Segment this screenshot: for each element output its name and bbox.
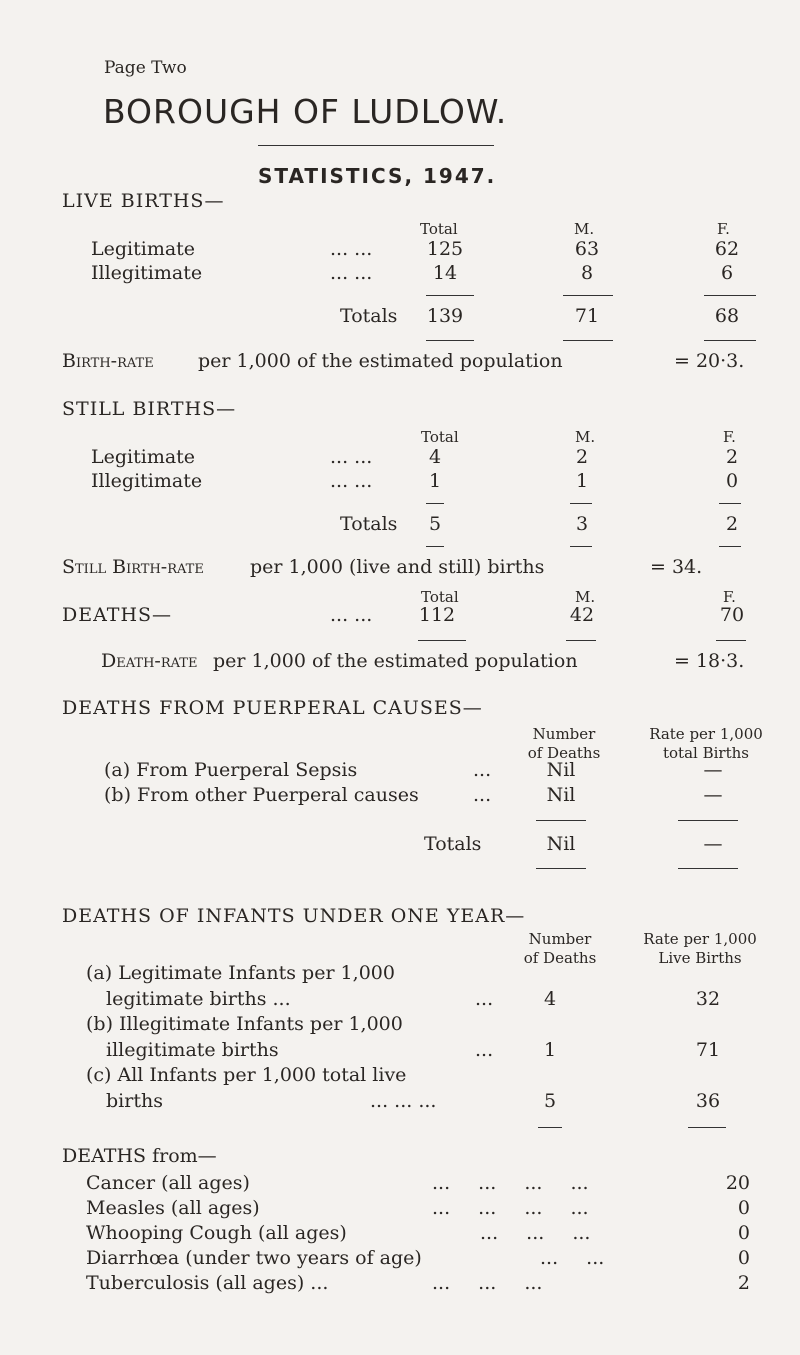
col-total: Total xyxy=(420,220,458,238)
leader-dots: ... ... ... ... xyxy=(432,1172,589,1194)
row-label-line2: legitimate births ... xyxy=(106,988,291,1010)
leader-dots: ... ... ... xyxy=(480,1222,591,1244)
cell-m: 3 xyxy=(575,513,589,535)
cause-value: 0 xyxy=(737,1247,750,1269)
still-birth-rate-text: per 1,000 (live and still) births xyxy=(250,556,545,578)
cell-f: 0 xyxy=(725,470,739,492)
birth-rate-label: Birth-rate xyxy=(62,350,154,372)
row-label: Legitimate xyxy=(91,238,196,260)
cause-value: 0 xyxy=(737,1222,750,1244)
row-label: Legitimate xyxy=(91,446,196,468)
leader-dots: ... ... xyxy=(540,1247,605,1269)
cell-number: 5 xyxy=(543,1090,557,1112)
cell-number: Nil xyxy=(546,833,576,855)
cell-f: 2 xyxy=(725,446,739,468)
infants-heading: DEATHS OF INFANTS UNDER ONE YEAR— xyxy=(62,905,526,927)
cell-f: 70 xyxy=(719,604,745,626)
col-f: F. xyxy=(723,428,736,446)
leader-dots: ... ... ... xyxy=(432,1272,543,1294)
page-title: BOROUGH OF LUDLOW. xyxy=(103,92,508,131)
row-label-line1: (c) All Infants per 1,000 total live xyxy=(86,1064,407,1086)
cell-m: 63 xyxy=(574,238,600,260)
row-label-line2: births xyxy=(106,1090,163,1112)
birth-rate-value: = 20·3. xyxy=(674,350,745,372)
totals-label: Totals xyxy=(340,513,398,535)
still-birth-rate-value: = 34. xyxy=(650,556,703,578)
col-number: Number of Deaths xyxy=(523,930,597,967)
cell-total: 5 xyxy=(428,513,442,535)
leader-dots: ... ... xyxy=(330,262,373,284)
row-label-line2: illegitimate births xyxy=(106,1039,279,1061)
totals-label: Totals xyxy=(340,305,398,327)
deaths-from-heading: DEATHS from— xyxy=(62,1145,217,1167)
col-f: F. xyxy=(717,220,730,238)
death-rate-label: Death-rate xyxy=(101,650,198,672)
leader-dots: ... xyxy=(475,1039,494,1061)
row-label: (b) From other Puerperal causes xyxy=(104,784,419,806)
cause-value: 0 xyxy=(737,1197,750,1219)
leader-dots: ... ... xyxy=(330,470,373,492)
cell-m: 8 xyxy=(580,262,594,284)
leader-dots: ... ... xyxy=(330,604,373,626)
row-label: Illegitimate xyxy=(91,262,203,284)
col-total: Total xyxy=(421,588,459,606)
cell-total: 14 xyxy=(432,262,458,284)
leader-dots: ... ... ... ... xyxy=(432,1197,589,1219)
row-label-line1: (b) Illegitimate Infants per 1,000 xyxy=(86,1013,403,1035)
still-birth-rate-label: Still Birth-rate xyxy=(62,556,204,578)
col-number: Number of Deaths xyxy=(527,725,601,762)
cell-f: 62 xyxy=(714,238,740,260)
cell-m: 2 xyxy=(575,446,589,468)
cell-f: 68 xyxy=(714,305,740,327)
cause-label: Measles (all ages) xyxy=(86,1197,260,1219)
cause-label: Whooping Cough (all ages) xyxy=(86,1222,347,1244)
cell-rate: 32 xyxy=(695,988,721,1010)
cell-number: Nil xyxy=(546,759,576,781)
cell-rate: — xyxy=(703,784,723,806)
row-label-line1: (a) Legitimate Infants per 1,000 xyxy=(86,962,395,984)
cell-m: 1 xyxy=(575,470,589,492)
col-total: Total xyxy=(421,428,459,446)
page-label: Page Two xyxy=(104,58,187,78)
cell-m: 71 xyxy=(574,305,600,327)
col-rate: Rate per 1,000 Live Births xyxy=(643,930,757,967)
row-label: Illegitimate xyxy=(91,470,203,492)
row-label: (a) From Puerperal Sepsis xyxy=(104,759,358,781)
cell-rate: — xyxy=(703,759,723,781)
col-m: M. xyxy=(574,220,595,238)
death-rate-value: = 18·3. xyxy=(674,650,745,672)
cell-total: 1 xyxy=(428,470,442,492)
cause-label: Tuberculosis (all ages) ... xyxy=(86,1272,329,1294)
cause-label: Cancer (all ages) xyxy=(86,1172,250,1194)
cell-number: 1 xyxy=(543,1039,557,1061)
totals-label: Totals xyxy=(424,833,482,855)
death-rate-text: per 1,000 of the estimated population xyxy=(213,650,578,672)
deaths-heading: DEATHS— xyxy=(62,604,173,626)
leader-dots: ... xyxy=(473,759,492,781)
cell-rate: — xyxy=(703,833,723,855)
live-births-heading: LIVE BIRTHS— xyxy=(62,190,225,212)
cell-number: 4 xyxy=(543,988,557,1010)
cell-m: 42 xyxy=(569,604,595,626)
cell-f: 6 xyxy=(720,262,734,284)
col-m: M. xyxy=(575,588,596,606)
cell-rate: 36 xyxy=(695,1090,721,1112)
leader-dots: ... ... xyxy=(330,446,373,468)
puerperal-heading: DEATHS FROM PUERPERAL CAUSES— xyxy=(62,697,483,719)
cell-f: 2 xyxy=(725,513,739,535)
cell-total: 4 xyxy=(428,446,442,468)
cause-value: 2 xyxy=(737,1272,750,1294)
cell-total: 139 xyxy=(426,305,464,327)
leader-dots: ... ... ... xyxy=(370,1090,437,1112)
col-f: F. xyxy=(723,588,736,606)
leader-dots: ... ... xyxy=(330,238,373,260)
cell-total: 112 xyxy=(418,604,456,626)
cell-number: Nil xyxy=(546,784,576,806)
col-rate: Rate per 1,000 total Births xyxy=(649,725,763,762)
cell-total: 125 xyxy=(426,238,464,260)
still-births-heading: STILL BIRTHS— xyxy=(62,398,237,420)
cell-rate: 71 xyxy=(695,1039,721,1061)
birth-rate-text: per 1,000 of the estimated population xyxy=(198,350,563,372)
col-m: M. xyxy=(575,428,596,446)
page-subtitle: STATISTICS, 1947. xyxy=(258,164,497,188)
cause-label: Diarrhœa (under two years of age) xyxy=(86,1247,422,1269)
cause-value: 20 xyxy=(725,1172,750,1194)
leader-dots: ... xyxy=(475,988,494,1010)
leader-dots: ... xyxy=(473,784,492,806)
